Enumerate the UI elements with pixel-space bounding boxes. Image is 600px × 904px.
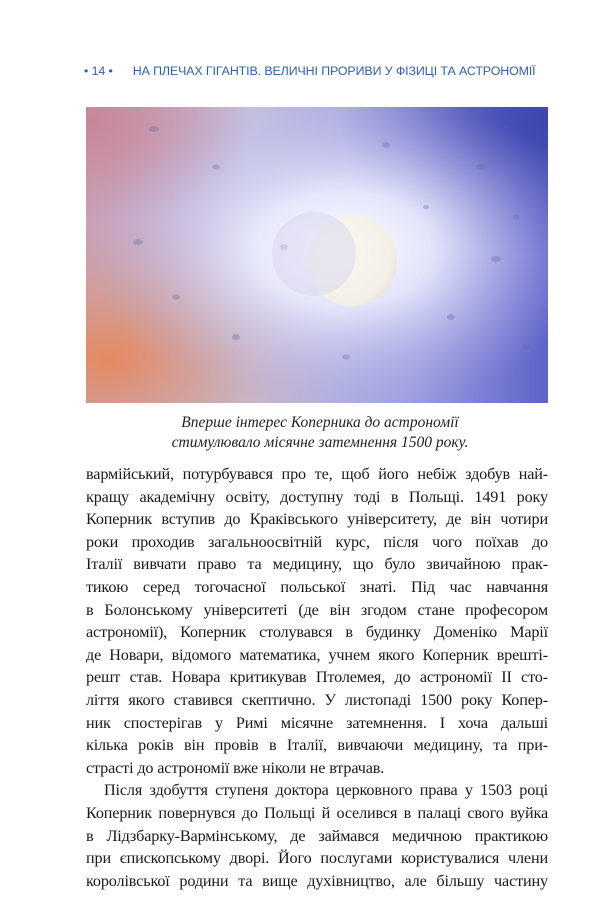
text-line: кращу академічну освіту, доступну тоді в Польщі. 1491 року: [86, 487, 548, 506]
text-line: при єпископському дворі. Його послугами користувалися члени: [86, 849, 548, 868]
text-line: королівської родини та вище духівництво, але більшу частину: [86, 871, 548, 890]
text-line: де Новари, відомого математика, учнем якого Коперник врешті-: [86, 645, 548, 664]
text-line: тикою серед тогочасної польської знаті. Під час навчання: [86, 577, 548, 596]
body-text: [86, 463, 548, 892]
figure-caption-line-1: Вперше інтерес Коперника до астрономії: [181, 414, 459, 431]
text-line: Коперник повернувся до Польщі й оселився в палаці свого вуйка: [86, 803, 548, 822]
text-line: ліття якого ставився скептично. У листопаді 1500 року Копер-: [86, 690, 548, 709]
text-line: вармійський, потурбувався про те, щоб його небіж здобув най-: [86, 465, 548, 483]
text-line: астрономії), Коперник столувався в будинку Доменіко Марії: [86, 623, 548, 642]
page-number: • 14 •: [84, 64, 113, 78]
text-line: ник спостерігав у Римі місячне затемнення. І хоча дальші: [86, 713, 548, 732]
text-line: Італії вивчати право та медицину, що було звичайною прак-: [86, 555, 548, 574]
lunar-eclipse-photo: [86, 107, 548, 403]
text-line: Коперник вступив до Краківського університету, де він чотири: [86, 510, 548, 529]
text-line: страсті до астрономії вже ніколи не втрачав.: [86, 758, 385, 777]
text-line: в Лідзбарку-Вармінському, де займався медичною практикою: [86, 826, 548, 845]
text-line: решт став. Новара критикував Птолемея, до астрономії ІІ сто-: [86, 668, 548, 687]
running-header: [84, 64, 554, 82]
text-line: роки проходив загальноосвітній курс, після чого поїхав до: [86, 532, 548, 551]
text-line-paragraph-start: Після здобуття ступеня доктора церковного права у 1503 році: [104, 781, 548, 800]
text-line: кілька років він провів в Італії, вивчаючи медицину, та при-: [86, 736, 548, 755]
figure-caption-line-2: стимулювало місячне затемнення 1500 року.: [171, 434, 469, 451]
text-line: в Болонському університеті (де він згодом стане професором: [86, 600, 548, 619]
running-title: НА ПЛЕЧАХ ГІГАНТІВ. ВЕЛИЧНІ ПРОРИВИ У ФІЗИЦІ ТА АСТРОНОМІЇ: [132, 64, 536, 78]
